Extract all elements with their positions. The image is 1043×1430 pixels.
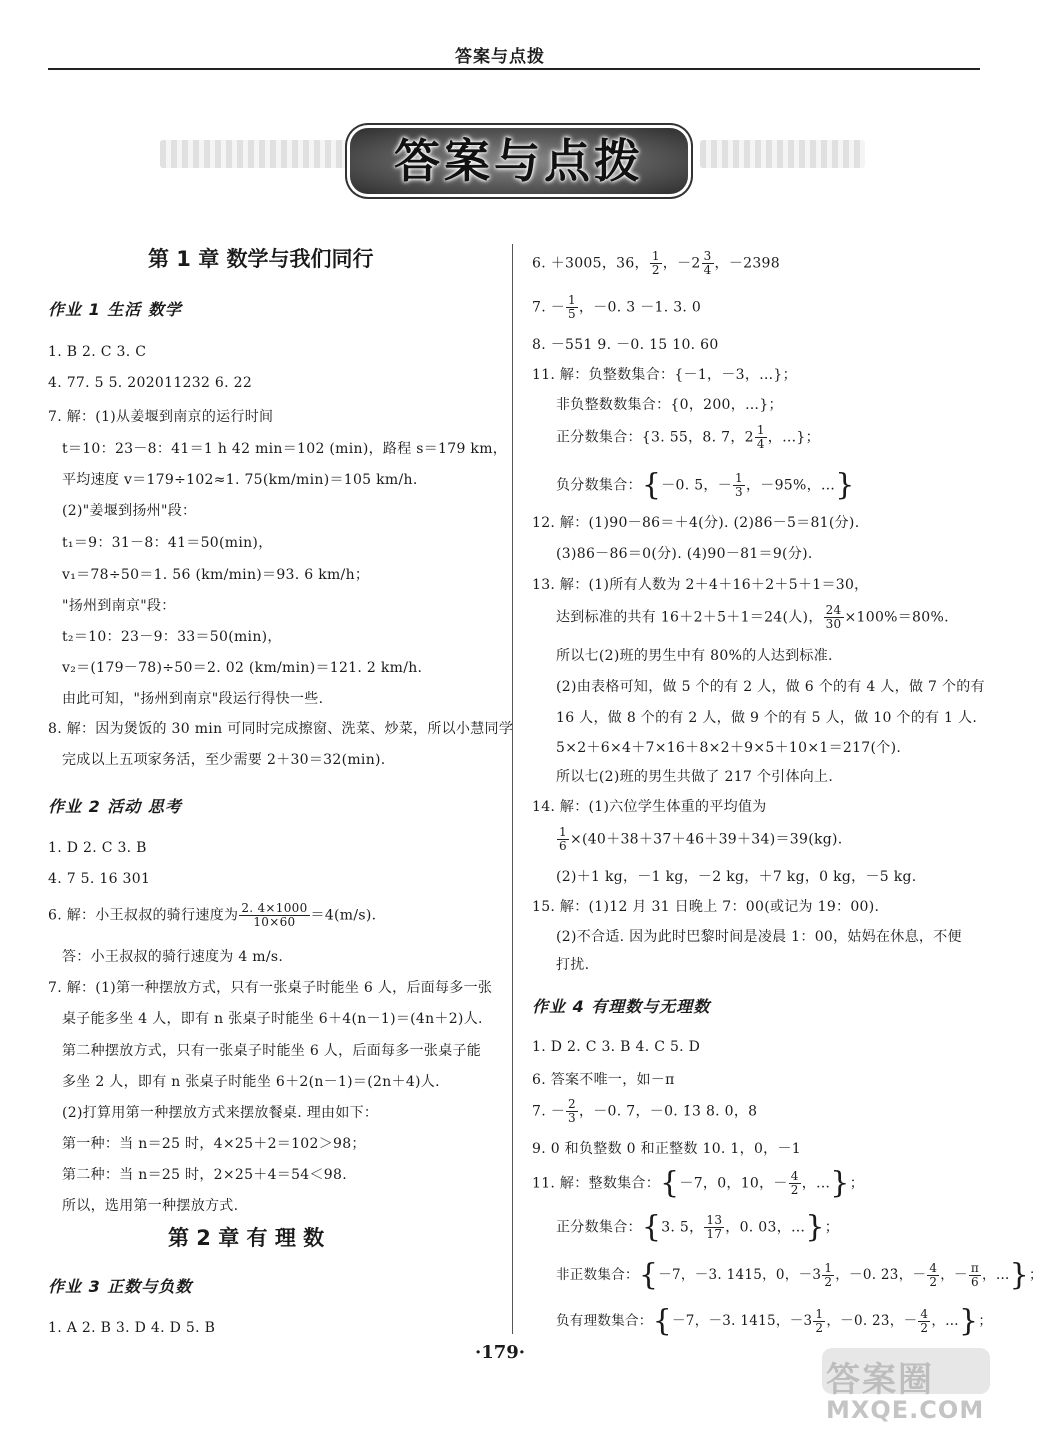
right-brace: } [805, 1209, 825, 1245]
answer-line: t₁＝9：31－8：41＝50(min)， [62, 535, 273, 551]
answer-line: (2)"姜堰到扬州"段： [62, 503, 197, 519]
answer-line: v₁＝78÷50＝1. 56 (km/min)＝93. 6 km/h； [62, 567, 370, 583]
fraction: $\frac{1}{5}$ [568, 293, 576, 321]
answer-line: 多坐 2 人，即有 n 张桌子时能坐 6＋2(n－1)＝(2n＋4)人. [62, 1074, 440, 1090]
fraction: $\frac{4}{2}$ [920, 1307, 929, 1335]
answer-line: 7. － $\frac{2}{3}$ ，－0. 7，－0. 1̇3̇ 8. 0，8 [532, 1097, 758, 1125]
answer-line: 由此可知，"扬州到南京"段运行得快一些. [62, 691, 324, 707]
answer-line: 4. 77. 5 5. 202011232 6. 22 [48, 375, 253, 391]
answer-line: 达到标准的共有 16＋2＋5＋1＝24(人)， $\frac{24}{30}$ ×100%＝80%. [556, 603, 949, 631]
answer-line: t＝10：23－8：41＝1 h 42 min＝102 (min)，路程 s＝179 km， [62, 441, 508, 457]
answer-line: 所以七(2)班的男生中有 80%的人达到标准. [556, 648, 833, 664]
answer-line: 1. D 2. C 3. B 4. C 5. D [532, 1039, 701, 1055]
fraction: $\frac{13}{17}$ [706, 1213, 723, 1241]
answer-line: 1. D 2. C 3. B [48, 840, 147, 856]
answer-line: (3)86－86＝0(分). (4)90－81＝9(分). [556, 546, 813, 562]
answer-line: 第二种：当 n＝25 时，2×25＋4＝54＜98. [62, 1167, 347, 1183]
fraction: $\frac{3}{4}$ [703, 249, 712, 277]
fraction: $\frac{1}{3}$ [735, 471, 743, 499]
homework-2-heading: 作业 2 活动 思考 [48, 797, 182, 816]
left-brace: { [641, 1209, 662, 1245]
answer-line: 6. 答案不唯一，如－π [532, 1072, 675, 1088]
answer-line: 12. 解：(1)90－86＝＋4(分). (2)86－5＝81(分). [532, 515, 860, 531]
answer-line: (2)不合适. 因为此时巴黎时间是凌晨 1：00，姑妈在休息，不便 [556, 929, 962, 945]
answer-line: 桌子能多坐 4 人，即有 n 张桌子时能坐 6＋4(n－1)＝(4n＋2)人. [62, 1011, 483, 1027]
answer-line: 6. 解：小王叔叔的骑行速度为 $\frac{2. 4\times 1000}{10\times 60}$ ＝4(m/s). [48, 901, 377, 929]
answer-line: 打扰. [556, 957, 590, 973]
right-brace: } [835, 467, 855, 503]
answer-line: $\frac{1}{6}$ ×(40＋38＋37＋46＋39＋34)＝39(kg). [559, 825, 843, 853]
fraction: $\frac{1}{6}$ [559, 825, 567, 853]
banner-decoration-left [160, 140, 350, 168]
answer-line: 7. － $\frac{1}{5}$ ，－0. 3 －1. 3. 0 [532, 293, 702, 321]
answer-line: 6. ＋3005，36， $\frac{1}{2}$ ，－2 $\frac{3}{4}$ ，－2398 [532, 249, 780, 277]
column-divider [512, 244, 513, 1334]
answer-line: 7. 解：(1)从姜堰到南京的运行时间 [48, 409, 274, 425]
banner-decoration-right [700, 140, 865, 168]
answer-line: 5×2＋6×4＋7×16＋8×2＋9×5＋10×1＝217(个). [556, 740, 902, 756]
homework-1-heading: 作业 1 生活 数学 [48, 300, 182, 319]
fraction: $\frac{1}{4}$ [756, 423, 765, 451]
answer-line: 第二种摆放方式，只有一张桌子时能坐 6 人，后面每多一张桌子能 [62, 1043, 482, 1059]
answer-line: 所以七(2)班的男生共做了 217 个引体向上. [556, 769, 834, 785]
answer-line: 非正数集合：{－7，－3. 1415，0，－3 $\frac{1}{2}$ ，－0. 2̇3̇，－ $\frac{4}{2}$ ，－ $\frac{\pi}{6}$ ，…}； [556, 1257, 1043, 1293]
chapter-2-title: 第 2 章 有 理 数 [168, 1226, 325, 1250]
answer-line: 第一种：当 n＝25 时，4×25＋2＝102＞98； [62, 1136, 366, 1152]
answer-line: (2)打算用第一种摆放方式来摆放餐桌. 理由如下： [62, 1105, 379, 1121]
answer-line: 正分数集合：{3. 5， $\frac{13}{17}$ ，0. 03，…}； [556, 1209, 840, 1245]
answer-line: 9. 0 和负整数 0 和正整数 10. 1，0，－1 [532, 1141, 801, 1157]
answer-line: 正分数集合：{3. 55，8. 7，2 $\frac{1}{4}$ ，…}； [556, 423, 820, 451]
answer-line: 7. 解：(1)第一种摆放方式，只有一张桌子时能坐 6 人，后面每多一张 [48, 980, 493, 996]
answer-line: 11. 解：负整数集合：{－1，－3，…}； [532, 367, 797, 383]
answer-line: 8. －551 9. －0. 15 10. 60 [532, 337, 719, 353]
answer-line: 非负整数数集合：{0，200，…}； [556, 397, 783, 413]
answer-line: (2)由表格可知，做 5 个的有 2 人，做 6 个的有 4 人，做 7 个的有 [556, 679, 985, 695]
watermark-logo: 答案圈 [826, 1360, 934, 1400]
answer-line: 完成以上五项家务活，至少需要 2＋30＝32(min). [62, 752, 386, 768]
fraction: $\frac{1}{2}$ [824, 1261, 833, 1289]
answer-line: 负分数集合：{－0. 5，－ $\frac{1}{3}$ ，－95%，…} [556, 467, 855, 503]
right-brace: } [1009, 1257, 1030, 1293]
answer-line: 13. 解：(1)所有人数为 2＋4＋16＋2＋5＋1＝30， [532, 577, 869, 593]
answer-line: 所以，选用第一种摆放方式. [62, 1198, 239, 1214]
left-brace: { [638, 1257, 659, 1293]
banner-title: 答案与点拨 [394, 134, 644, 188]
answer-line: 14. 解：(1)六位学生体重的平均值为 [532, 799, 767, 815]
answer-line: 16 人，做 8 个的有 2 人，做 9 个的有 5 人，做 10 个的有 1 人. [556, 710, 978, 726]
answer-line: 11. 解：整数集合：{－7，0，10，－ $\frac{4}{2}$ ，…}； [532, 1165, 864, 1201]
fraction: $\frac{2. 4\times 1000}{10\times 60}$ [241, 901, 308, 929]
answer-line: 4. 7 5. 16 301 [48, 871, 151, 887]
answer-line: 1. A 2. B 3. D 4. D 5. B [48, 1320, 216, 1336]
fraction: $\frac{1}{2}$ [651, 249, 660, 277]
answer-line: (2)＋1 kg，－1 kg，－2 kg，＋7 kg，0 kg，－5 kg. [556, 869, 917, 885]
answer-line: 1. B 2. C 3. C [48, 344, 147, 360]
homework-3-heading: 作业 3 正数与负数 [48, 1277, 193, 1296]
left-brace: { [641, 467, 662, 503]
fraction: $\frac{4}{2}$ [790, 1169, 799, 1197]
watermark-url: MXQE.COM [826, 1396, 985, 1424]
fraction: $\frac{24}{30}$ [825, 603, 842, 631]
answer-line: 平均速度 v＝179÷102≈1. 75(km/min)＝105 km/h. [62, 472, 418, 488]
header-rule [48, 68, 980, 70]
answer-line: 答：小王叔叔的骑行速度为 4 m/s. [62, 949, 284, 965]
fraction: $\frac{1}{2}$ [815, 1307, 824, 1335]
answer-line: v₂＝(179－78)÷50＝2. 02 (km/min)＝121. 2 km/h. [62, 660, 423, 676]
answer-line: t₂＝10：23－9：33＝50(min)， [62, 629, 282, 645]
answer-line: 15. 解：(1)12 月 31 日晚上 7：00(或记为 19：00). [532, 899, 880, 915]
homework-4-heading: 作业 4 有理数与无理数 [532, 997, 711, 1016]
running-header: 答案与点拨 [455, 47, 545, 67]
right-brace: } [958, 1303, 979, 1339]
fraction: $\frac{2}{3}$ [568, 1097, 576, 1125]
answer-line: 负有理数集合：{－7，－3. 1415，－3 $\frac{1}{2}$ ，－0. 2̇3̇，－ $\frac{4}{2}$ ，…}； [556, 1303, 993, 1339]
left-brace: { [660, 1165, 680, 1201]
fraction: $\frac{4}{2}$ [929, 1261, 938, 1289]
fraction: $\frac{\pi}{6}$ [970, 1261, 980, 1289]
right-brace: } [830, 1165, 850, 1201]
answer-line: 8. 解：因为煲饭的 30 min 可同时完成擦窗、洗菜、炒菜，所以小慧同学 [48, 721, 514, 737]
chapter-1-title: 第 1 章 数学与我们同行 [148, 247, 374, 271]
answer-line: "扬州到南京"段： [62, 598, 176, 614]
page-number: ·179· [474, 1342, 526, 1363]
left-brace: { [652, 1303, 672, 1339]
